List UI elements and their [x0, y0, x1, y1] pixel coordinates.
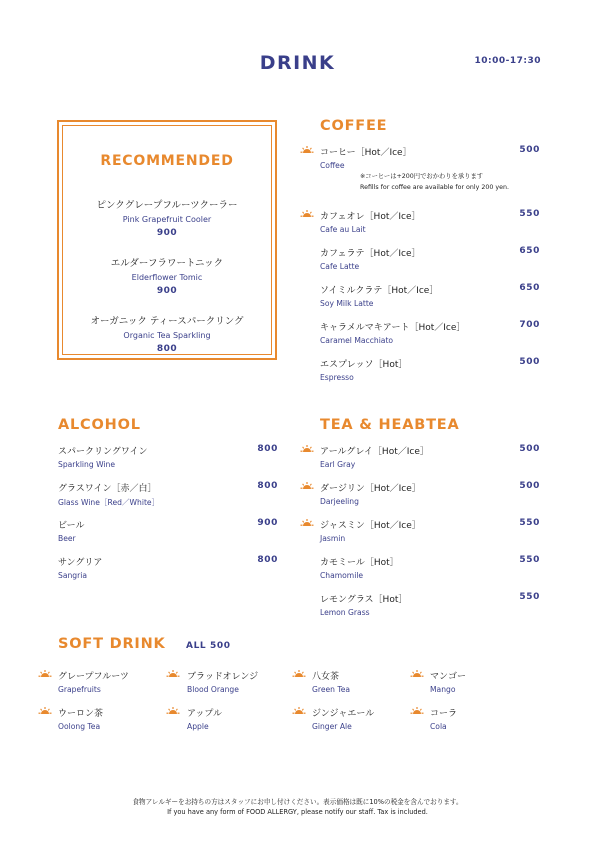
item-price: 900 [156, 228, 178, 238]
item-name-jp: ピンクグレープフルーツクーラー [96, 200, 238, 211]
item-name-jp: エスプレッソ［Hot］ [320, 360, 408, 370]
sun-icon [300, 210, 314, 217]
menu-item [430, 669, 466, 694]
tea-section-title: TEA & HEABTEA [320, 417, 460, 433]
menu-item [430, 706, 457, 731]
recommended-item [59, 313, 275, 354]
item-name-jp: アールグレイ［Hot／Ice］ [320, 447, 429, 457]
item-name-en: Cola [430, 722, 447, 731]
item-name-jp: ダージリン［Hot／Ice］ [320, 484, 421, 494]
sun-icon [38, 670, 52, 677]
item-price: 500 [519, 145, 540, 155]
item-price: 500 [519, 481, 540, 491]
sun-icon [300, 445, 314, 452]
recommended-title: RECOMMENDED [100, 153, 234, 169]
item-name-en: Pink Grapefruit Cooler [122, 215, 212, 224]
item-name-en: Jasmin [320, 534, 346, 543]
item-name-en: Organic Tea Sparkling [123, 331, 211, 340]
item-name-jp: グレープフルーツ [58, 672, 129, 682]
item-name-en: Chamomile [320, 571, 364, 580]
item-name-en: Sangria [58, 571, 87, 580]
item-price: 900 [156, 286, 178, 296]
sun-icon [300, 482, 314, 489]
soft-drink-section-title: SOFT DRINK [58, 636, 166, 652]
item-name-en: Grapefruits [58, 685, 101, 694]
menu-item [320, 518, 421, 543]
item-name-en: Glass Wine［Red／White］ [58, 498, 160, 507]
menu-item [58, 481, 159, 508]
menu-item [320, 320, 465, 345]
item-price: 800 [156, 344, 178, 354]
menu-item [320, 444, 429, 469]
item-price: 550 [519, 592, 540, 602]
menu-item [58, 555, 102, 580]
coffee-section-title: COFFEE [320, 118, 388, 134]
item-name-jp: アップル [187, 709, 223, 719]
item-name-en: Cafe au Lait [320, 225, 366, 234]
item-name-en: Oolong Tea [58, 722, 101, 731]
item-name-en: Sparkling Wine [58, 460, 116, 469]
item-name-en: Elderflower Tomic [131, 273, 203, 282]
menu-item [312, 706, 374, 731]
page-title: DRINK [259, 52, 336, 74]
menu-item [58, 518, 84, 543]
item-price: 800 [257, 555, 278, 565]
item-name-en: Caramel Macchiato [320, 336, 394, 345]
item-name-jp: スパークリングワイン [58, 447, 148, 457]
menu-item [320, 209, 421, 234]
item-price: 550 [519, 518, 540, 528]
item-price: 550 [519, 555, 540, 565]
item-price: 800 [257, 481, 278, 491]
item-name-en: Blood Orange [187, 685, 239, 694]
item-name-jp: カフェラテ［Hot／Ice］ [320, 249, 421, 259]
item-name-en: Coffee [320, 161, 345, 170]
menu-item [58, 669, 129, 694]
item-name-jp: ソイミルクラテ［Hot／Ice］ [320, 286, 439, 296]
item-name-jp: サングリア [58, 558, 103, 568]
item-price: 550 [519, 209, 540, 219]
item-name-jp: グラスワイン［赤／白］ [58, 484, 157, 494]
menu-item [187, 706, 222, 731]
sun-icon [38, 707, 52, 714]
sun-icon [410, 670, 424, 677]
menu-item [320, 246, 421, 271]
sun-icon [300, 519, 314, 526]
menu-item [312, 669, 350, 694]
item-name-en: Green Tea [312, 685, 351, 694]
item-name-jp: カモミール［Hot］ [320, 558, 399, 568]
item-name-en: Apple [187, 722, 209, 731]
sun-icon [292, 707, 306, 714]
sun-icon [292, 670, 306, 677]
menu-item [320, 145, 412, 170]
sun-icon [410, 707, 424, 714]
opening-hours: 10:00-17:30 [474, 56, 541, 66]
item-name-jp: エルダーフラワートニック [110, 258, 224, 269]
menu-item [320, 357, 407, 382]
item-name-en: Earl Gray [320, 460, 356, 469]
item-price: 650 [519, 246, 540, 256]
item-name-en: Espresso [320, 373, 354, 382]
menu-item [320, 481, 421, 506]
item-name-jp: 八女茶 [312, 672, 340, 682]
item-name-jp: ジャスミン［Hot／Ice］ [320, 521, 421, 531]
item-name-jp: ウーロン茶 [58, 709, 104, 719]
item-name-en: Darjeeling [320, 497, 359, 506]
item-name-en: Soy Milk Latte [320, 299, 374, 308]
item-name-en: Ginger Ale [312, 722, 352, 731]
menu-item [320, 555, 399, 580]
menu-item [58, 706, 103, 731]
item-price: 900 [257, 518, 278, 528]
recommended-box [57, 120, 277, 360]
item-name-jp: キャラメルマキアート［Hot／Ice］ [320, 323, 466, 333]
allergy-notice-en: If you have any form of FOOD ALLERGY, please notify our staff. Tax is included. [167, 808, 428, 816]
sun-icon [166, 670, 180, 677]
alcohol-section-title: ALCOHOL [58, 417, 141, 433]
item-price: 700 [519, 320, 540, 330]
sun-icon [300, 146, 314, 153]
refill-note [360, 168, 509, 193]
item-price: 800 [257, 444, 278, 454]
sun-icon [166, 707, 180, 714]
recommended-item [59, 197, 275, 238]
item-name-en: Mango [430, 685, 456, 694]
item-name-en: Lemon Grass [320, 608, 370, 617]
item-price: 650 [519, 283, 540, 293]
refill-note-jp: ※コーヒーは+200円でおかわりを承ります [360, 173, 484, 180]
item-name-jp: カフェオレ［Hot／Ice］ [320, 212, 421, 222]
menu-item [187, 669, 258, 694]
item-name-jp: コーラ [430, 709, 458, 719]
item-name-jp: ジンジャエール [312, 709, 375, 719]
menu-item [320, 592, 407, 617]
item-price: 500 [519, 357, 540, 367]
item-name-jp: ブラッドオレンジ [187, 672, 259, 682]
item-name-jp: マンゴー [430, 672, 467, 682]
item-name-en: Beer [58, 534, 76, 543]
soft-drink-all-price: ALL 500 [186, 641, 231, 651]
item-name-jp: コーヒー［Hot／Ice］ [320, 148, 412, 158]
menu-item [320, 283, 438, 308]
allergy-notice-jp: 食物アレルギーをお持ちの方はスタッフにお申し付けください。表示価格は既に10%の税金を含んでおります。 [132, 798, 463, 806]
item-name-jp: レモングラス［Hot］ [320, 595, 408, 605]
item-price: 500 [519, 444, 540, 454]
item-name-jp: ビール [58, 521, 85, 531]
recommended-item [59, 255, 275, 296]
item-name-jp: オーガニック ティースパークリング [90, 316, 244, 327]
menu-item [58, 444, 148, 469]
refill-note-en: Refills for coffee are available for only 200 yen. [360, 184, 509, 191]
item-name-en: Cafe Latte [320, 262, 360, 271]
